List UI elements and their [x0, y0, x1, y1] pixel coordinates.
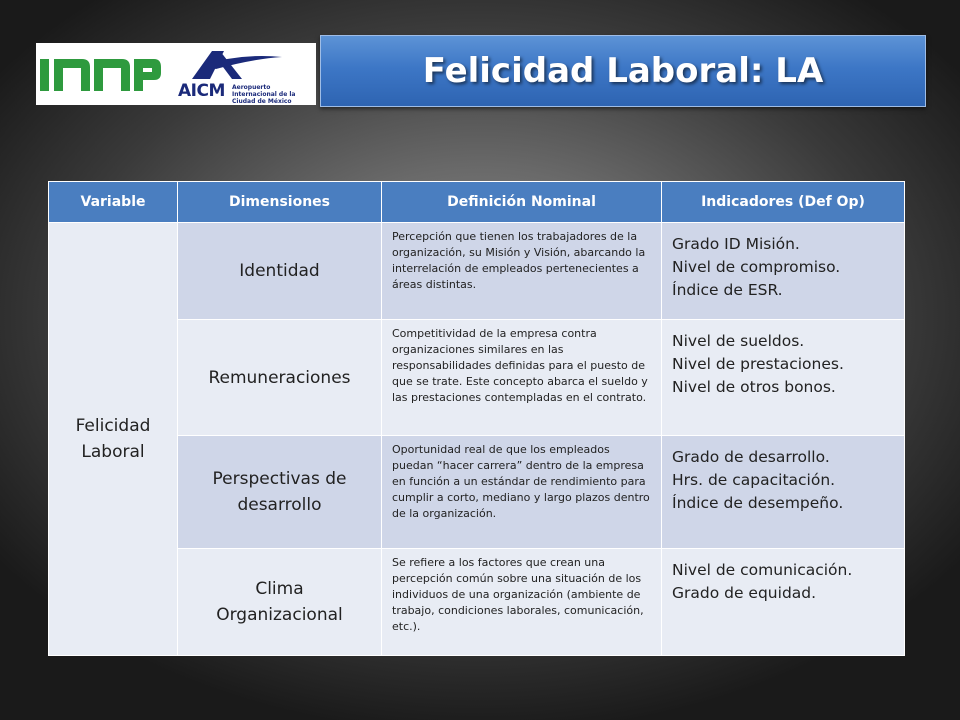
indicators-cell [662, 223, 905, 320]
title-banner [320, 35, 926, 107]
indicator-item: Nivel de prestaciones. [672, 355, 844, 373]
indicators-cell [662, 320, 905, 436]
slide-title: Felicidad Laboral: LA [422, 51, 824, 91]
logo-panel [36, 43, 316, 105]
dimension-cell: Identidad [178, 223, 382, 320]
definition-cell: Competitividad de la empresa contra organizaciones similares en las responsabilidades definidas para el puesto de que se trate. Este concepto abarca el sueldo y las prestaciones contempladas en el contrato. [382, 320, 662, 436]
table-row [49, 549, 905, 656]
table-header-row [49, 182, 905, 223]
header-variable: Variable [49, 182, 178, 223]
indicators-cell [662, 549, 905, 656]
airplane-icon [172, 47, 314, 83]
indicator-item: Nivel de sueldos. [672, 332, 805, 350]
dimension-cell [178, 549, 382, 656]
dimension-cell: Remuneraciones [178, 320, 382, 436]
variable-label: Felicidad Laboral [75, 416, 151, 462]
indicator-item: Grado ID Misión. [672, 235, 800, 253]
header-definicion: Definición Nominal [382, 182, 662, 223]
aicm-logo [172, 47, 314, 103]
definition-cell: Oportunidad real de que los empleados puedan “hacer carrera” dentro de la empresa en función a un estándar de rendimiento para cumplir a corto, mediano y largo plazos dentro de la organización. [382, 436, 662, 549]
innap-logo [38, 55, 162, 95]
header-indicadores: Indicadores (Def Op) [662, 182, 905, 223]
table-row [49, 436, 905, 549]
header-dimensiones: Dimensiones [178, 182, 382, 223]
aicm-subtitle: Aeropuerto Internacional de la Ciudad de México [232, 84, 296, 105]
variable-cell [49, 223, 178, 656]
dimension-cell [178, 436, 382, 549]
indicator-item: Nivel de compromiso. [672, 258, 841, 276]
indicator-item: Grado de equidad. [672, 584, 817, 602]
indicator-item: Nivel de comunicación. [672, 561, 853, 579]
indicator-item: Grado de desarrollo. [672, 448, 830, 466]
indicator-item: Índice de desempeño. [672, 494, 844, 512]
variables-table [48, 181, 905, 656]
definition-cell: Se refiere a los factores que crean una percepción común sobre una situación de los individuos de una organización (ambiente de trabajo, condiciones laborales, comunicación, etc.). [382, 549, 662, 656]
dimension-label: Clima Organizacional [216, 579, 343, 625]
definition-cell: Percepción que tienen los trabajadores de la organización, su Misión y Visión, abarcando la interrelación de empleados pertenecientes a áreas distintas. [382, 223, 662, 320]
indicator-item: Hrs. de capacitación. [672, 471, 836, 489]
dimension-label: Perspectivas de desarrollo [212, 469, 347, 515]
indicator-item: Nivel de otros bonos. [672, 378, 836, 396]
table-row [49, 223, 905, 320]
indicators-cell [662, 436, 905, 549]
indicator-item: Índice de ESR. [672, 281, 783, 299]
aicm-word: AICM [178, 81, 225, 101]
table-row [49, 320, 905, 436]
